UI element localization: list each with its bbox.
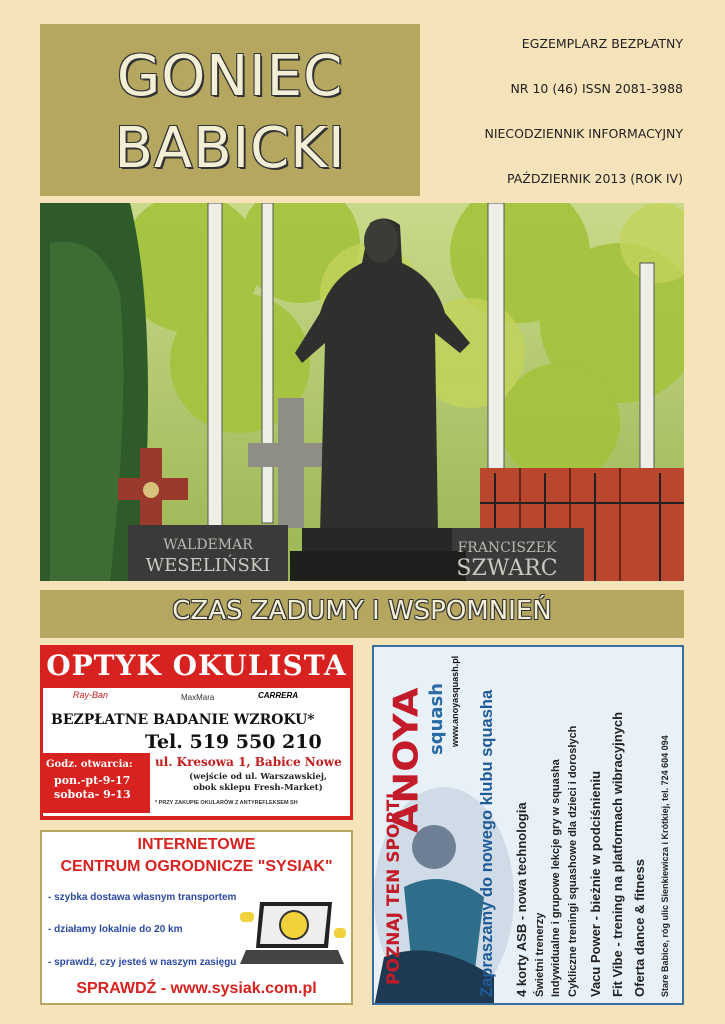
sysiak-bullet2: - działamy lokalnie do 20 km bbox=[48, 924, 183, 935]
optyk-hours-box bbox=[40, 753, 150, 813]
issue-free-label: EGZEMPLARZ BEZPŁATNY bbox=[521, 36, 683, 51]
optyk-phone[interactable]: Tel. 519 550 210 bbox=[145, 731, 322, 753]
ad-optyk-okulista[interactable] bbox=[40, 645, 353, 820]
issue-type: NIECODZIENNIK INFORMACYJNY bbox=[484, 126, 683, 141]
brand-maxmara: MaxMara bbox=[181, 693, 215, 702]
anoya-brand: ANOYA bbox=[386, 687, 426, 833]
optyk-hours-label: Godz. otwarcia: bbox=[46, 759, 133, 770]
plaque-left-line2: WESELIŃSKI bbox=[145, 555, 271, 576]
issue-date: PAŹDZIERNIK 2013 (ROK IV) bbox=[507, 171, 683, 186]
sysiak-bullet1: - szybka dostawa własnym transportem bbox=[48, 892, 237, 903]
optyk-address: ul. Kresowa 1, Babice Nowe bbox=[155, 755, 342, 769]
anoya-feature: Świetni trenerzy bbox=[534, 912, 546, 997]
anoya-invite: Zapraszamy do nowego klubu squasha bbox=[478, 689, 496, 997]
optyk-entrance-line1: (wejście od ul. Warszawskiej, bbox=[189, 772, 327, 782]
anoya-feature: Oferta dance & fitness bbox=[632, 859, 647, 997]
cemetery-statue-illustration bbox=[40, 203, 684, 581]
headline: CZAS ZADUMY I WSPOMNIEŃ bbox=[172, 596, 552, 626]
anoya-brand-sub: squash bbox=[426, 682, 447, 755]
anoya-feature: Cykliczne treningi squashowe dla dzieci i dorosłych bbox=[567, 725, 579, 997]
plaque-right-line1: FRANCISZEK bbox=[457, 540, 557, 556]
optyk-title: OPTYK OKULISTA bbox=[46, 649, 347, 682]
ad-anoya-squash[interactable] bbox=[372, 645, 684, 1005]
cover-photo bbox=[40, 203, 684, 581]
anoya-feature: Fit Vibe - trening na platformach wibracyjnych bbox=[610, 711, 625, 997]
masthead-title-line2: BABICKI bbox=[114, 116, 346, 181]
anoya-slogan: POZNAJ TEN SPORT! bbox=[384, 791, 404, 985]
laptop-icon bbox=[240, 898, 348, 970]
optyk-hours-weekday: pon.-pt-9-17 bbox=[54, 774, 131, 787]
anoya-address-phone: Stare Babice, róg ulic Sienkiewicza i Krótkiej, tel. 724 604 094 bbox=[660, 735, 670, 997]
anoya-website[interactable]: www.anoyasquash.pl bbox=[450, 655, 460, 747]
headline-banner bbox=[40, 590, 684, 638]
plaque-right-line2: SZWARC bbox=[456, 556, 558, 581]
optyk-footnote: * PRZY ZAKUPIE OKULARÓW Z ANTYREFLEKSEM SH bbox=[155, 800, 298, 806]
brand-carrera: CARRERA bbox=[258, 691, 298, 700]
issue-number: NR 10 (46) ISSN 2081-3988 bbox=[510, 81, 683, 96]
anoya-feature: 4 korty ASB - nowa technologia bbox=[514, 802, 529, 997]
sysiak-cta[interactable]: SPRAWDŹ - www.sysiak.com.pl bbox=[76, 980, 317, 997]
plaque-left-line1: WALDEMAR bbox=[163, 537, 253, 553]
ad-sysiak[interactable] bbox=[40, 830, 353, 1005]
optyk-content bbox=[43, 688, 350, 816]
sysiak-bullet3: - sprawdź, czy jesteś w naszym zasięgu bbox=[48, 957, 237, 968]
optyk-entrance-line2: obok sklepu Fresh-Market) bbox=[193, 783, 323, 793]
sysiak-title-line1: INTERNETOWE bbox=[137, 836, 256, 853]
masthead bbox=[40, 24, 420, 196]
anoya-feature: Vacu Power - bieżnie w podciśnieniu bbox=[588, 770, 603, 997]
optyk-hours-saturday: sobota- 9-13 bbox=[54, 788, 131, 801]
sysiak-title-line2: CENTRUM OGRODNICZE "SYSIAK" bbox=[60, 858, 333, 875]
masthead-title-line1: GONIEC bbox=[116, 44, 344, 109]
anoya-feature: Indywidualne i grupowe lekcje gry w squasha bbox=[550, 759, 562, 997]
optyk-free-exam: BEZPŁATNE BADANIE WZROKU* bbox=[51, 712, 315, 728]
brand-rayban: Ray-Ban bbox=[73, 690, 109, 700]
